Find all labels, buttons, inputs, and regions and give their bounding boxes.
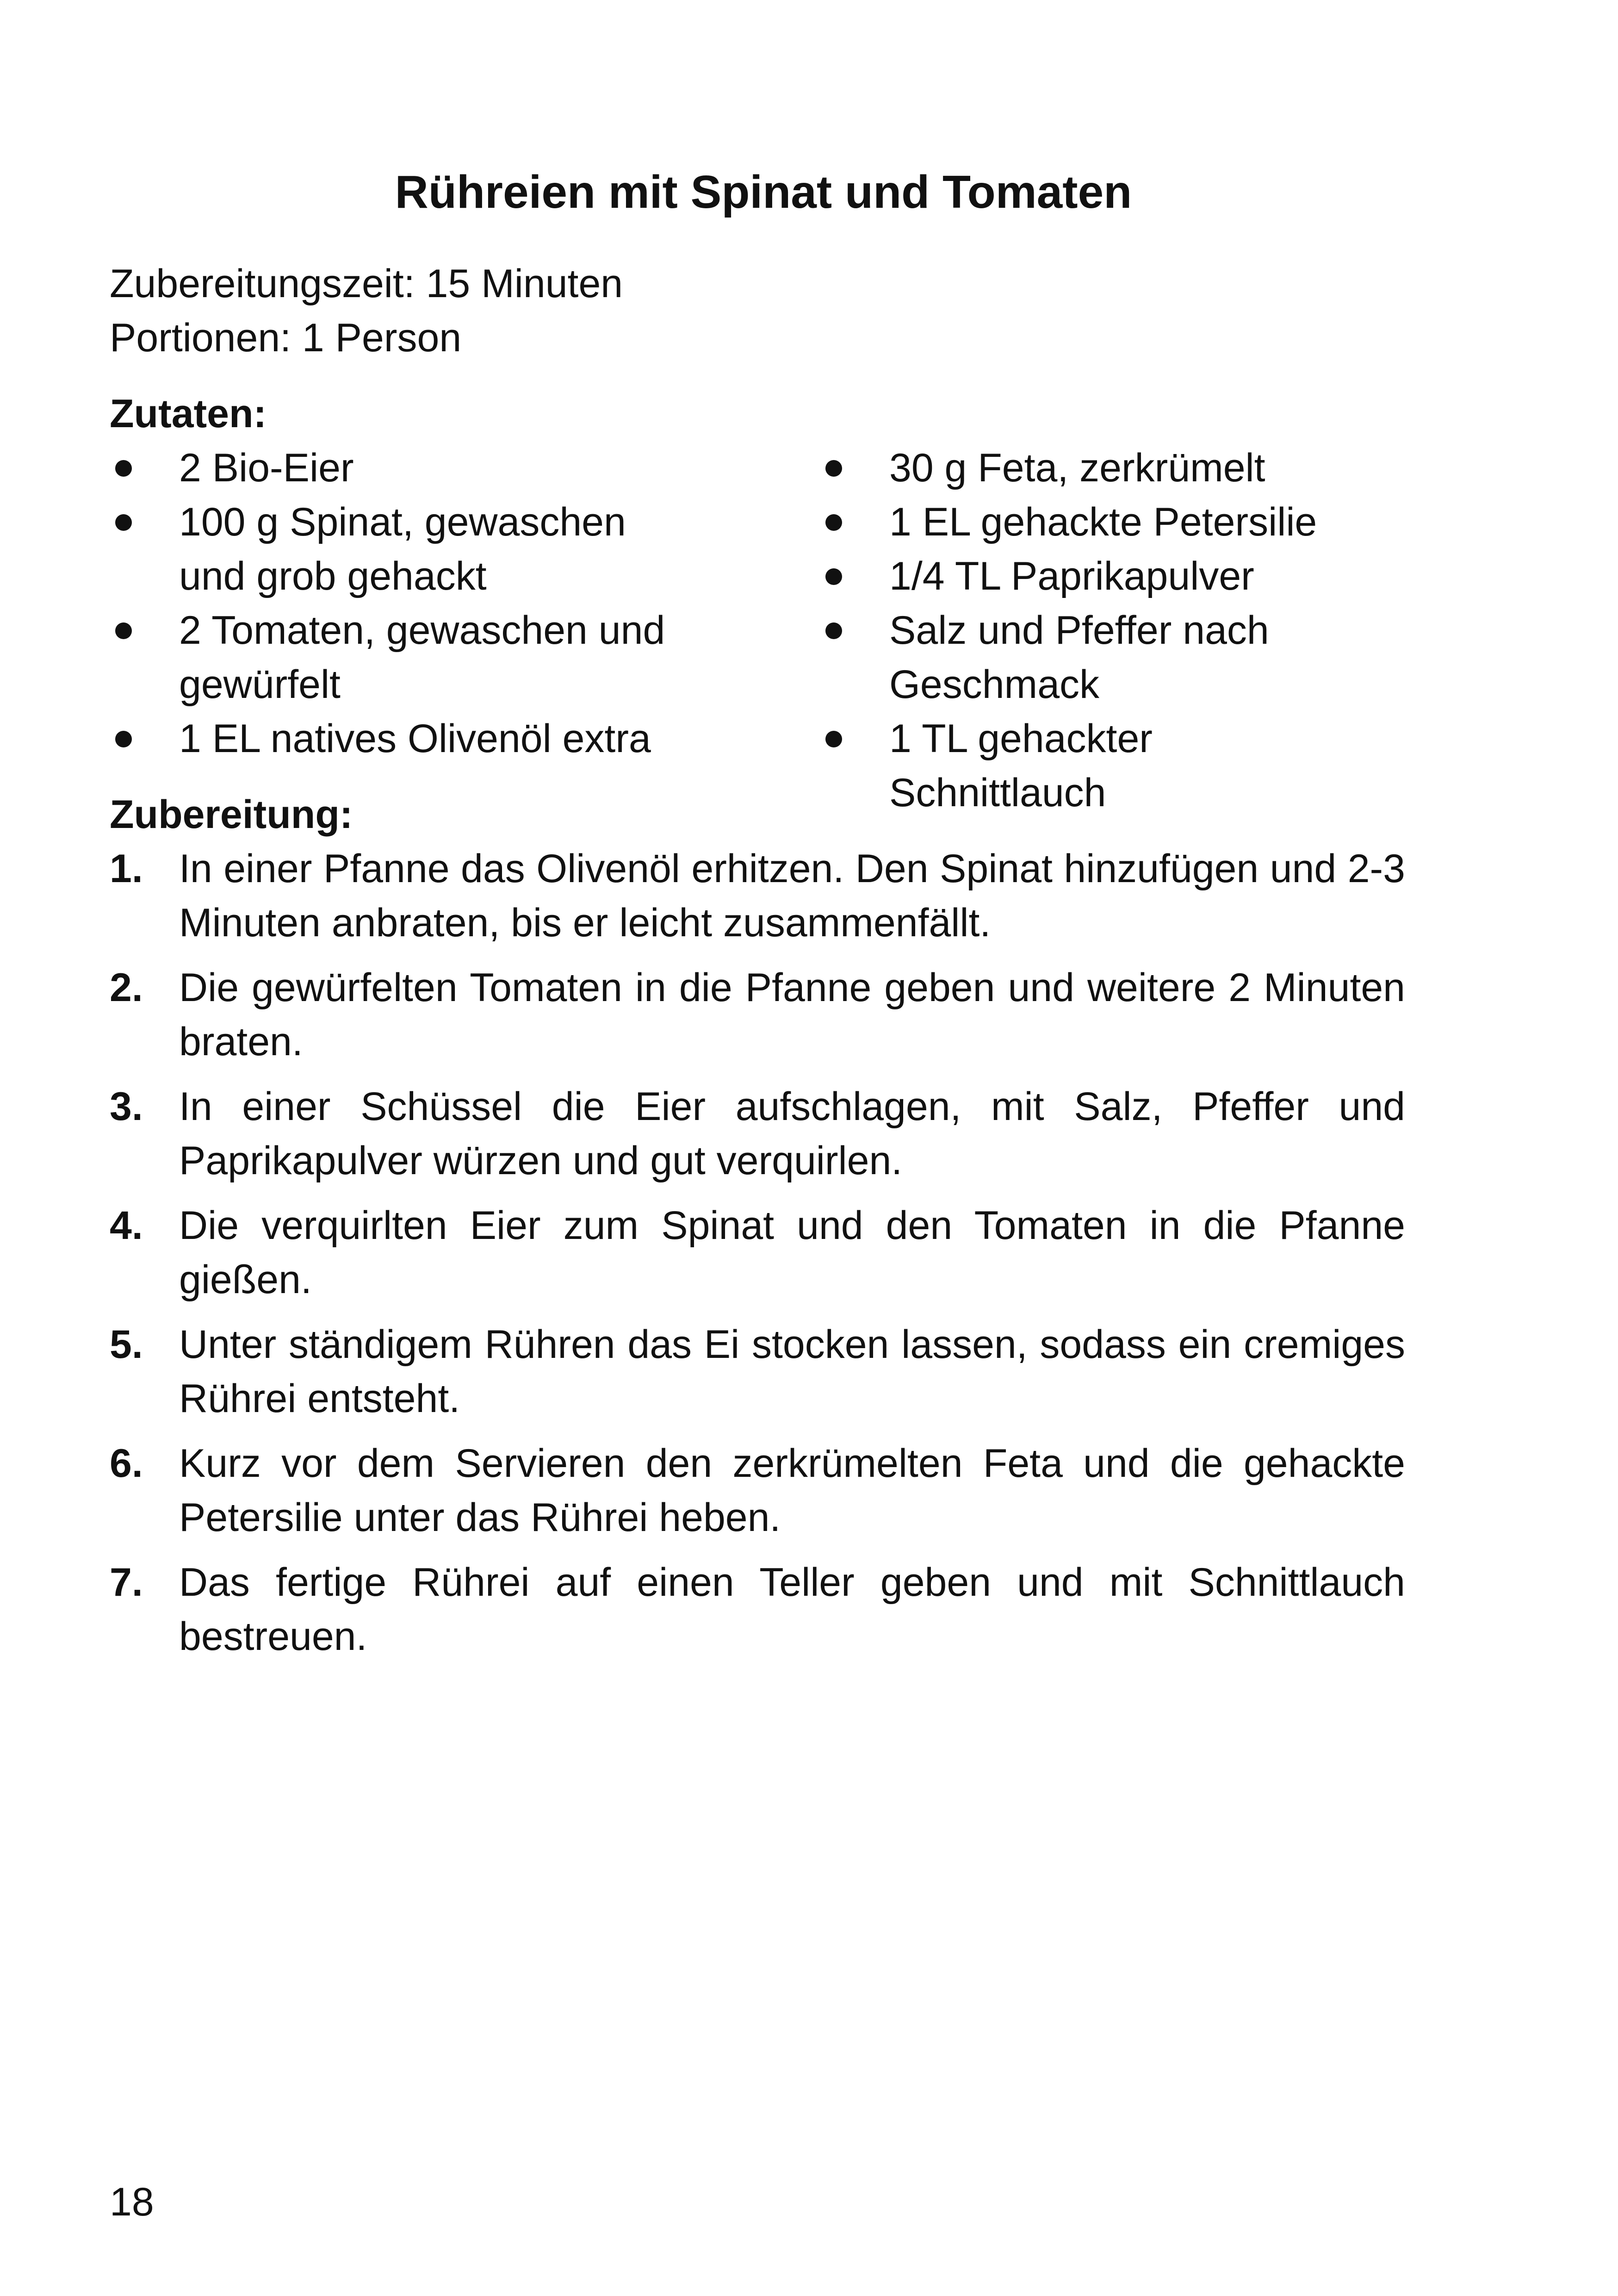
ingredient-item: 1/4 TL Paprikapulver <box>820 549 1352 604</box>
step-item <box>110 842 1405 950</box>
step-item <box>110 1556 1405 1664</box>
preparation-steps <box>110 842 1405 1674</box>
ingredients-heading: Zutaten: <box>110 392 267 436</box>
bullet-icon <box>825 460 842 477</box>
step-item <box>110 1080 1405 1188</box>
step-text: Das fertige Rührei auf einen Teller geben und mit Schnittlauch bestreuen. <box>179 1560 1405 1659</box>
preparation-heading: Zubereitung: <box>110 792 353 837</box>
bullet-icon <box>825 568 842 585</box>
step-number: 5. <box>110 1322 143 1367</box>
servings: Portionen: 1 Person <box>110 316 462 360</box>
ingredient-item: 1 EL gehackte Petersilie <box>820 495 1352 549</box>
step-number: 1. <box>110 846 143 891</box>
step-number: 2. <box>110 965 143 1010</box>
bullet-icon <box>115 460 132 477</box>
ingredient-item: 1 TL gehackter Schnittlauch <box>820 712 1352 820</box>
step-number: 3. <box>110 1084 143 1129</box>
bullet-icon <box>115 731 132 747</box>
bullet-icon <box>825 622 842 639</box>
ingredients-list-right <box>820 441 1421 820</box>
step-text: Kurz vor dem Servieren den zerkrümelten Feta und die gehackte Petersilie unter das Rührei heben. <box>179 1441 1405 1540</box>
step-text: Die verquirlten Eier zum Spinat und den Tomaten in die Pfanne gießen. <box>179 1203 1405 1302</box>
step-item <box>110 1437 1405 1545</box>
bullet-icon <box>825 514 842 531</box>
recipe-meta <box>110 257 623 365</box>
step-item <box>110 1318 1405 1426</box>
bullet-icon <box>115 514 132 531</box>
step-number: 7. <box>110 1560 143 1605</box>
step-text: Unter ständigem Rühren das Ei stocken lassen, sodass ein cremiges Rührei entsteht. <box>179 1322 1405 1421</box>
prep-time: Zubereitungszeit: 15 Minuten <box>110 261 623 306</box>
ingredient-item: 30 g Feta, zerkrümelt <box>820 441 1352 495</box>
recipe-title: Rühreien mit Spinat und Tomaten <box>395 166 1132 218</box>
bullet-icon <box>115 622 132 639</box>
step-number: 4. <box>110 1203 143 1248</box>
step-text: In einer Pfanne das Olivenöl erhitzen. Den Spinat hinzufügen und 2-3 Minuten anbraten, bis er leicht zusammenfällt. <box>179 846 1405 945</box>
page-number: 18 <box>110 2180 154 2224</box>
ingredient-item: 2 Bio-Eier <box>110 441 693 495</box>
step-item <box>110 961 1405 1069</box>
step-text: Die gewürfelten Tomaten in die Pfanne geben und weitere 2 Minuten braten. <box>179 965 1405 1064</box>
bullet-icon <box>825 731 842 747</box>
ingredient-item: 1 EL natives Olivenöl extra <box>110 712 693 766</box>
ingredient-item: 2 Tomaten, gewaschen und gewürfelt <box>110 604 693 712</box>
step-number: 6. <box>110 1441 143 1486</box>
step-text: In einer Schüssel die Eier aufschlagen, mit Salz, Pfeffer und Paprikapulver würzen und gut verquirlen. <box>179 1084 1405 1183</box>
ingredient-item: 100 g Spinat, gewaschen und grob gehackt <box>110 495 693 604</box>
ingredients-list-left <box>110 441 711 766</box>
step-item <box>110 1199 1405 1307</box>
ingredient-item: Salz und Pfeffer nach Geschmack <box>820 604 1352 712</box>
